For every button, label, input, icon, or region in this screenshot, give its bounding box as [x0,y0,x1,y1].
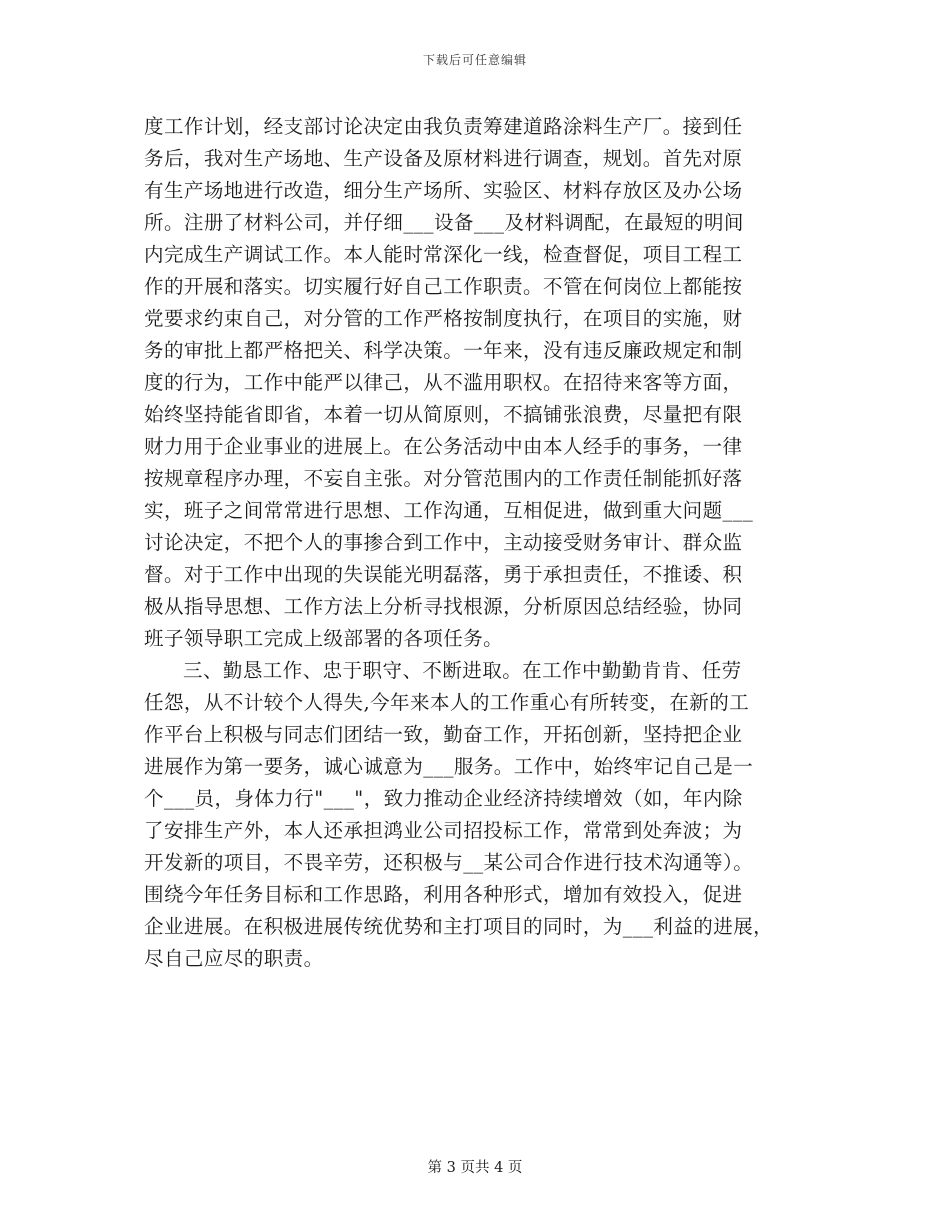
page-number: 第 3 页共 4 页 [427,1160,523,1176]
text-line: 财力用于企业事业的进展上。在公务活动中由本人经手的事务，一律 [144,435,743,458]
text-line: 督。对于工作中出现的失误能光明磊落，勇于承担责任，不推诿、积 [144,563,743,586]
text-line: 了安排生产外，本人还承担鸿业公司招投标工作，常常到处奔波；为 [144,819,743,842]
text-line: 按规章程序办理，不妄自主张。对分管范围内的工作责任制能抓好落 [144,467,743,490]
text-line: 有生产场地进行改造，细分生产场所、实验区、材料存放区及办公场 [144,179,743,202]
text-line: 企业进展。在积极进展传统优势和主打项目的同时，为___利益的进展， [144,915,774,938]
text-line: 开发新的项目，不畏辛劳，还积极与__某公司合作进行技术沟通等）。 [144,851,754,874]
text-line: 极从指导思想、工作方法上分析寻找根源，分析原因总结经验，协同 [144,595,743,618]
text-line: 度工作计划，经支部讨论决定由我负责筹建道路涂料生产厂。接到任 [144,115,743,138]
document-body [144,111,814,975]
text-line: 个___员，身体力行"___"，致力推动企业经济持续增效（如，年内除 [144,787,743,810]
text-line: 作的开展和落实。切实履行好自己工作职责。不管在何岗位上都能按 [144,275,743,298]
text-line: 实，班子之间常常进行思想、工作沟通，互相促进，做到重大问题___ [144,499,754,522]
text-line: 尽自己应尽的职责。 [144,947,324,970]
text-line: 围绕今年任务目标和工作思路，利用各种形式，增加有效投入，促进 [144,883,743,906]
text-line: 度的行为，工作中能严以律己，从不滥用职权。在招待来客等方面， [144,371,743,394]
text-line: 班子领导职工完成上级部署的各项任务。 [144,627,504,650]
text-line: 任怨，从不计较个人得失,今年来本人的工作重心有所转变，在新的工 [144,691,750,714]
text-line: 始终坚持能省即省，本着一切从简原则，不搞铺张浪费，尽量把有限 [144,403,743,426]
text-line: 讨论决定，不把个人的事掺合到工作中，主动接受财务审计、群众监 [144,531,743,554]
page-header: 下载后可任意编辑 [422,53,527,67]
text-line: 作平台上积极与同志们团结一致，勤奋工作，开拓创新，坚持把企业 [144,723,743,746]
text-line: 进展作为第一要务，诚心诚意为___服务。工作中，始终牢记自己是一 [144,755,754,778]
text-line: 务后，我对生产场地、生产设备及原材料进行调查，规划。首先对原 [144,147,743,170]
text-line: 党要求约束自己，对分管的工作严格按制度执行，在项目的实施，财 [144,307,743,330]
text-line: 内完成生产调试工作。本人能时常深化一线，检查督促，项目工程工 [144,243,743,266]
paragraph-start-line: 三、勤恳工作、忠于职守、不断进取。在工作中勤勤肯肯、任劳 [183,659,742,682]
text-line: 所。注册了材料公司，并仔细___设备___及材料调配，在最短的明间 [144,211,744,234]
text-line: 务的审批上都严格把关、科学决策。一年来，没有违反廉政规定和制 [144,339,743,362]
